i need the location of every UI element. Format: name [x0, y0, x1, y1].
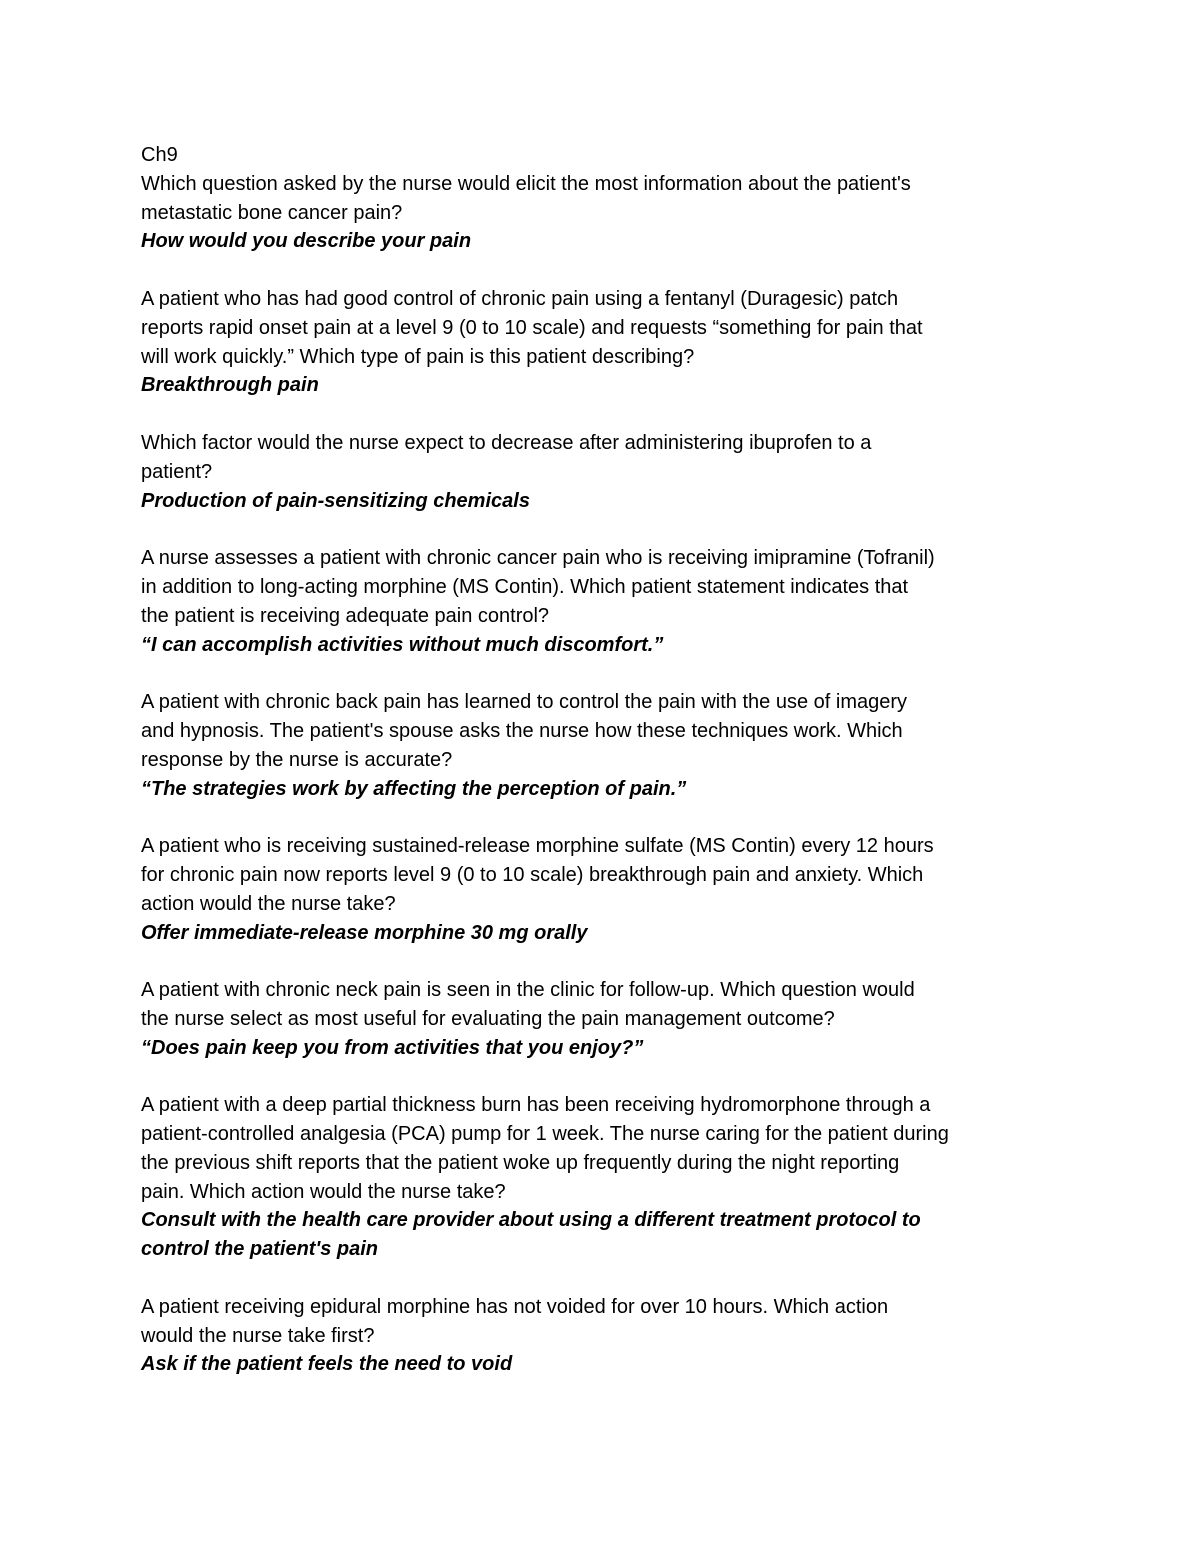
answer-text: Consult with the health care provider about using a different treatment protocol to control the patient's pain	[141, 1209, 921, 1261]
chapter-heading: Ch9	[141, 144, 178, 166]
question-text: A patient with a deep partial thickness burn has been receiving hydromorphone through a patient-controlled analgesia (PCA) pump for 1 week. The nurse caring for the patient during the previous shift reports that the patient woke up frequently during the night reporting pain. Which action would the nurse take?	[141, 1094, 949, 1203]
answer-text: “The strategies work by affecting the perception of pain.”	[141, 777, 687, 800]
question-text: Which factor would the nurse expect to decrease after administering ibuprofen to a patient?	[141, 431, 872, 483]
qa-item-4	[141, 544, 1071, 659]
qa-item-1	[141, 170, 1071, 256]
qa-item-2	[141, 285, 1071, 400]
question-text: Which question asked by the nurse would elicit the most information about the patient's metastatic bone cancer pain?	[141, 172, 911, 224]
question-text: A patient with chronic neck pain is seen in the clinic for follow-up. Which question would the nurse select as most useful for evaluating the pain management outcome?	[141, 979, 915, 1030]
answer-text: “I can accomplish activities without much discomfort.”	[141, 633, 664, 656]
answer-text: Offer immediate-release morphine 30 mg orally	[141, 921, 588, 944]
question-text: A patient with chronic back pain has learned to control the pain with the use of imagery and hypnosis. The patient's spouse asks the nurse how these techniques work. Which response by the nurse is accurate?	[141, 691, 908, 771]
answer-text: “Does pain keep you from activities that you enjoy?”	[141, 1036, 644, 1059]
answer-text: Production of pain-sensitizing chemicals	[141, 489, 530, 512]
question-text: A nurse assesses a patient with chronic cancer pain who is receiving imipramine (Tofranil) in addition to long-acting morphine (MS Contin). Which patient statement indicates that the patient is receiving adequate pain control?	[141, 547, 935, 627]
qa-item-5	[141, 688, 1071, 803]
question-text: A patient receiving epidural morphine has not voided for over 10 hours. Which action would the nurse take first?	[141, 1295, 889, 1347]
qa-item-3	[141, 429, 1071, 515]
question-text: A patient who is receiving sustained-release morphine sulfate (MS Contin) every 12 hours for chronic pain now reports level 9 (0 to 10 scale) breakthrough pain and anxiety. Which action would the nurse take?	[141, 835, 934, 915]
question-text: A patient who has had good control of chronic pain using a fentanyl (Duragesic) patch reports rapid onset pain at a level 9 (0 to 10 scale) and requests “something for pain that will work quickly.” Which type of pain is this patient describing?	[141, 287, 923, 368]
answer-text: How would you describe your pain	[141, 230, 472, 253]
document-page	[141, 141, 1071, 1408]
answer-text: Breakthrough pain	[141, 374, 319, 397]
qa-item-8	[141, 1091, 1071, 1264]
qa-item-6	[141, 832, 1071, 947]
qa-item-7	[141, 976, 1071, 1062]
qa-item-9	[141, 1293, 1071, 1379]
answer-text: Ask if the patient feels the need to void	[141, 1353, 513, 1376]
